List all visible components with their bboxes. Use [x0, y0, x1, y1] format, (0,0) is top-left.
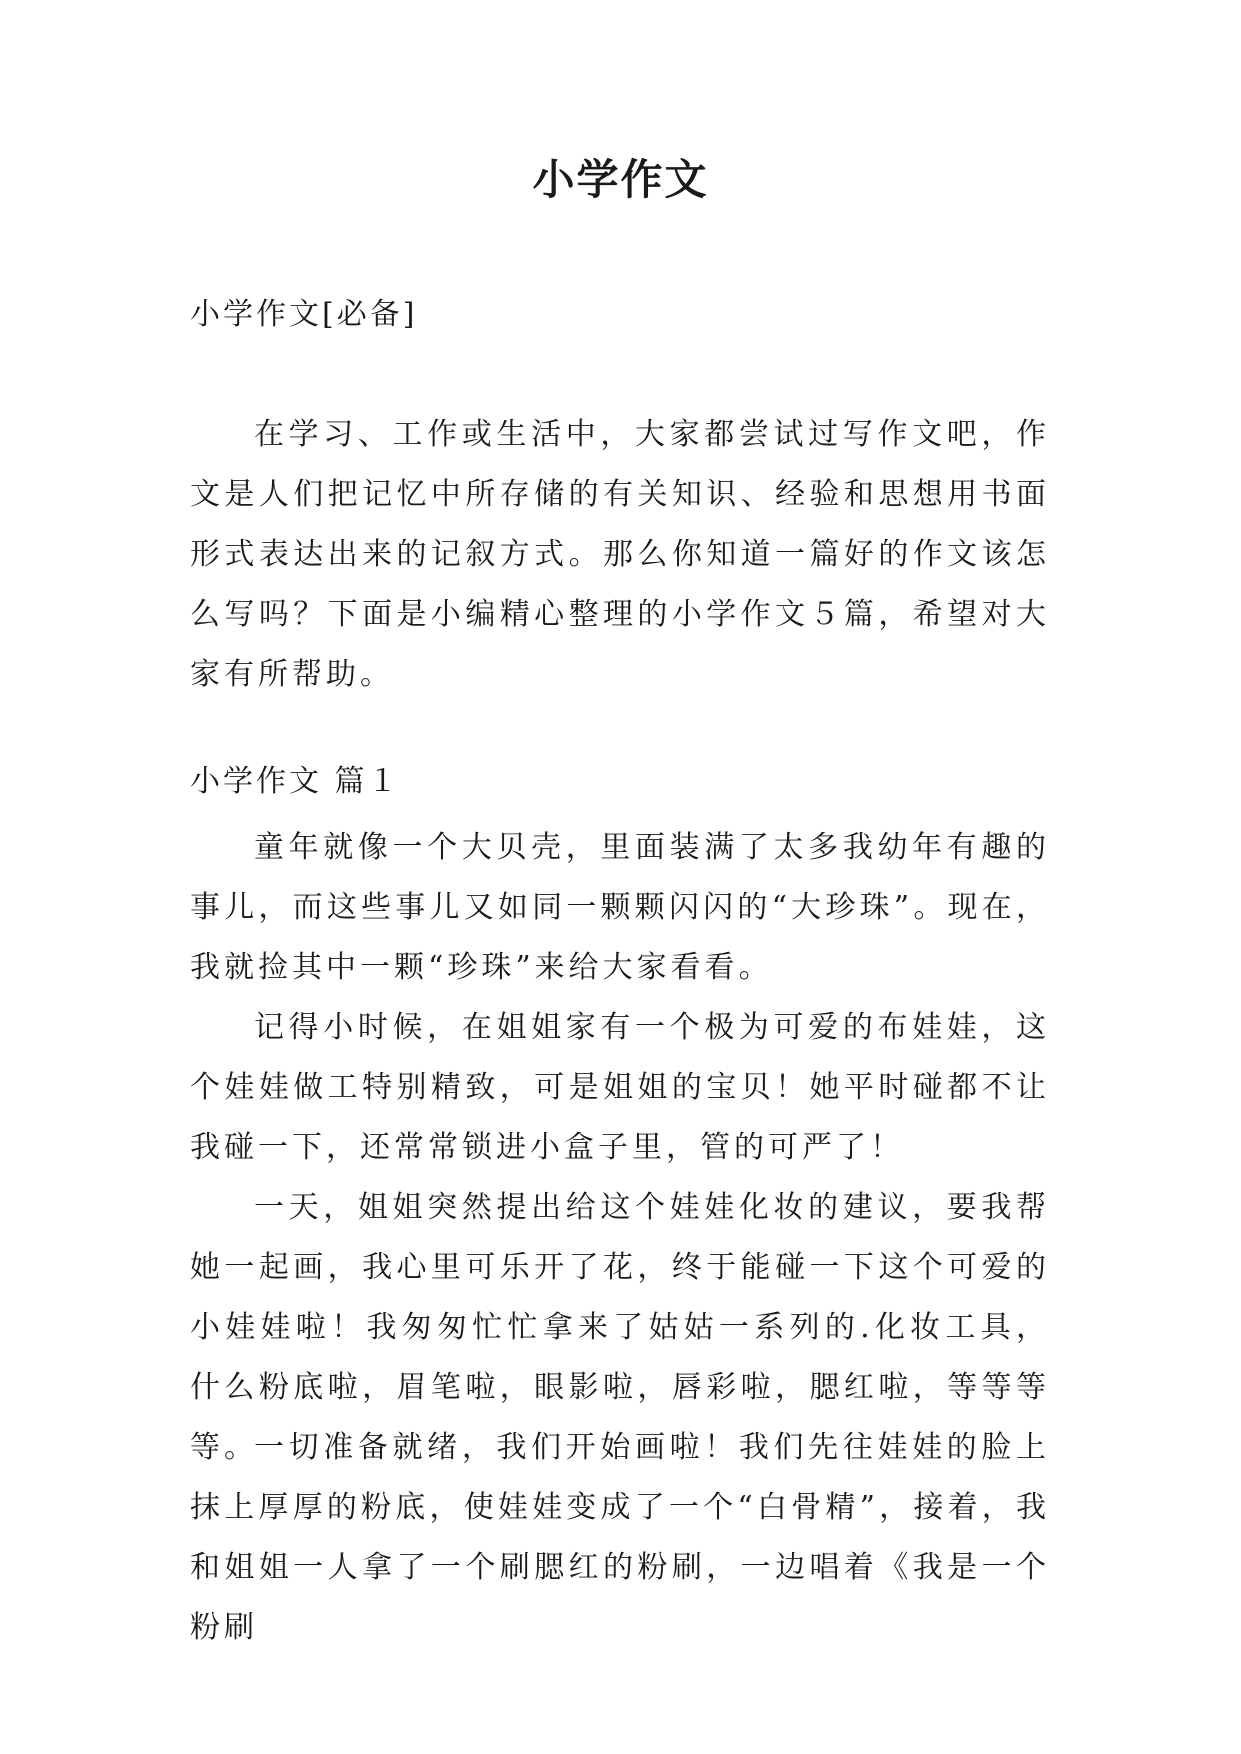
body-paragraph: 一切准备就绪，我们开始画啦！我们先往娃娃的脸上抹上厚厚的粉底，使娃娃变成了一个“白骨精”，接着，我和姐姐一人拿了一个刷腮红的粉刷，一边唱着《我是一个粉刷	[190, 1430, 1050, 1645]
body-paragraph: 童年就像一个大贝壳，里面装满了太多我幼年有趣的事儿，而这些事儿又如同一颗颗闪闪的“大珍珠”。现在，我就捡其中一颗“珍珠”来给大家看看。	[190, 830, 1050, 985]
body-paragraph: 一天，姐姐突然提出给这个娃娃化妆的建议，要我帮她一起画，我心里可乐开了花，终于能碰一下这个可爱的小娃娃啦！我匆匆忙忙拿来了姑姑一系列的.化妆工具，什么粉底啦，眉笔啦，眼影啦，唇彩啦，腮红啦，等等等等。	[190, 1190, 1050, 1465]
body-paragraph: 记得小时候，在姐姐家有一个极为可爱的布娃娃，这个娃娃做工特别精致，可是姐姐的宝贝！她平时碰都不让我碰一下，还常常锁进小盒子里，管的可严了！	[190, 1010, 1050, 1165]
document-title: 小学作文	[532, 155, 709, 204]
intro-paragraph: 在学习、工作或生活中，大家都尝试过写作文吧，作文是人们把记忆中所存储的有关知识、经验和思想用书面形式表达出来的记叙方式。那么你知道一篇好的作文该怎么写吗？下面是小编精心整理的小学作文５篇，希望对大家有所帮助。	[190, 417, 1050, 692]
document-subtitle: 小学作文[必备]	[190, 297, 418, 332]
section-heading: 小学作文 篇１	[190, 764, 401, 799]
